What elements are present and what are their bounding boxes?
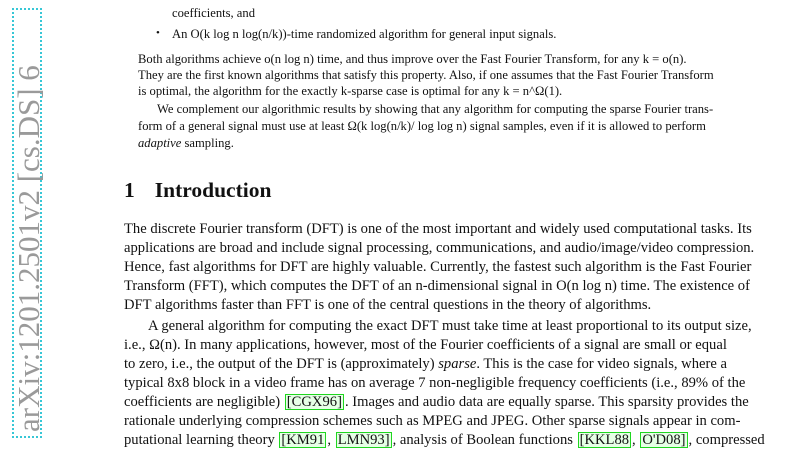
body-line — [124, 393, 749, 411]
text-run: to zero, i.e., the output of the DFT is (approximately) — [124, 356, 439, 372]
section-heading — [124, 178, 271, 203]
body-line: applications are broad and include signal processing, communications, and audio/image/video compression. — [124, 240, 755, 256]
body-line — [124, 355, 727, 373]
citation-link[interactable]: LMN93] — [337, 432, 390, 448]
bullet-icon: • — [156, 27, 160, 39]
abstract-line: form of a general signal must use at least Ω(k log(n/k)/ log log n) signal samples, even if it is allowed to perform — [138, 119, 706, 133]
abstract-line: Both algorithms achieve o(n log n) time, and thus improve over the Fast Fourier Transform, for any k = o(n). — [138, 52, 687, 66]
text-run: , — [327, 432, 335, 448]
text-run: . Images and audio data are equally sparse. This sparsity provides the — [344, 394, 749, 410]
text-run: , — [632, 432, 640, 448]
section-number: 1 — [124, 178, 135, 202]
emphasis: sparse — [438, 356, 477, 372]
abstract-line: We complement our algorithmic results by showing that any algorithm for computing the sparse Fourier trans- — [157, 102, 714, 116]
body-line: rationale underlying compression schemes such as MPEG and JPEG. Other sparse signals appear in com- — [124, 413, 741, 429]
citation-link[interactable]: [CGX96] — [286, 394, 342, 410]
body-line: typical 8x8 block in a video frame has on average 7 non-negligible frequency coefficients (i.e., 89% of the — [124, 375, 746, 391]
abstract-line: coefficients, and — [172, 6, 255, 20]
abstract-line: is optimal, the algorithm for the exactly k-sparse case is optimal for any k = n^Ω(1). — [138, 84, 563, 98]
citation-link[interactable]: [KKL88 — [579, 432, 630, 448]
body-line: i.e., Ω(n). In many applications, however, most of the Fourier coefficients of a signal are small or equal — [124, 337, 727, 353]
text-run: coefficients are negligible) — [124, 394, 284, 410]
abstract-line — [138, 135, 234, 151]
arxiv-identifier-stamp: arXiv:1201.2501v2 [cs.DS] 6 — [12, 8, 42, 438]
emphasis: adaptive — [138, 136, 182, 150]
body-line — [124, 431, 765, 449]
body-line: Transform (FFT), which computes the DFT of an n-dimensional signal in O(n log n) time. The existence of — [124, 278, 750, 294]
abstract-line: They are the first known algorithms that satisfy this property. Also, if one assumes that the Fast Fourier Transform — [138, 68, 714, 82]
text-run: putational learning theory — [124, 432, 279, 448]
citation-link[interactable]: O'D08] — [642, 432, 686, 448]
body-line: A general algorithm for computing the exact DFT must take time at least proportional to its output size, — [148, 318, 752, 334]
section-title: Introduction — [154, 178, 272, 202]
text-run: , compressed — [688, 432, 765, 448]
text-run: sampling. — [181, 136, 234, 150]
citation-link[interactable]: [KM91 — [281, 432, 325, 448]
text-run: . This is the case for video signals, where a — [476, 356, 727, 372]
abstract-bullet-item: An O(k log n log(n/k))-time randomized algorithm for general input signals. — [172, 27, 557, 41]
body-line: Hence, fast algorithms for DFT are highly valuable. Currently, the fastest such algorithm is the Fast Fourier — [124, 259, 752, 275]
body-line: DFT algorithms faster than FFT is one of the central questions in the theory of algorithms. — [124, 297, 652, 313]
body-line: The discrete Fourier transform (DFT) is one of the most important and widely used computational tasks. Its — [124, 221, 752, 237]
text-run: , analysis of Boolean functions — [392, 432, 577, 448]
